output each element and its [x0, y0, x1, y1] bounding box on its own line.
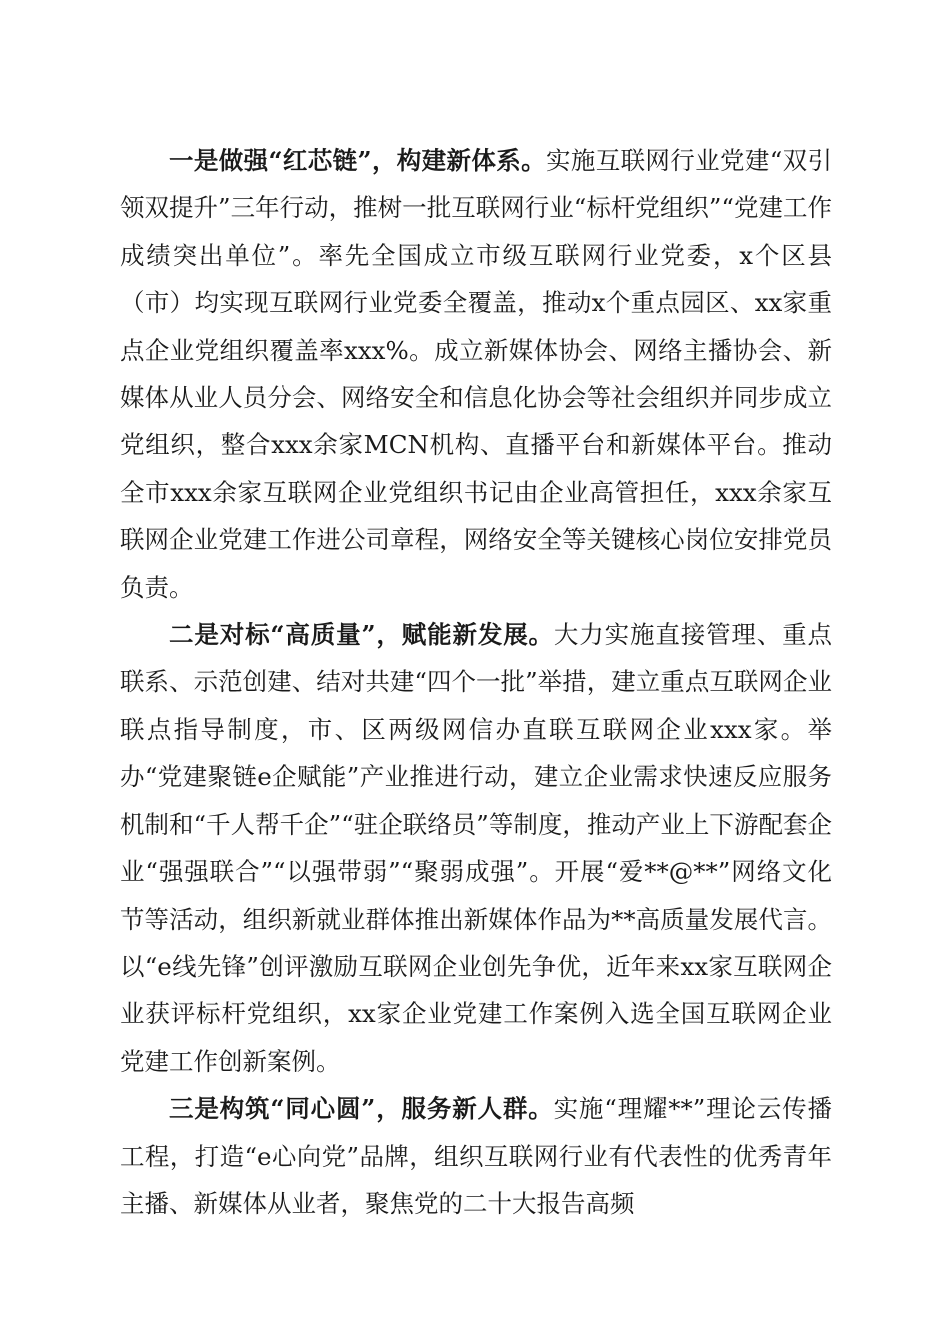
paragraph-2-body: 大力实施直接管理、重点联系、示范创建、结对共建“四个一批”举措，建立重点互联网企业联点指导制度，市、区两级网信办直联互联网企业xxx家。举办“党建聚链e企赋能”产业推进行动，建立企业需求快速反应服务机制和“千人帮千企”“驻企联络员”等制度，推动产业上下游配套企业“强强联合”“以强带弱”“聚弱成强”。开展“爱**@**”网络文化节等活动，组织新就业群体推出新媒体作品为**高质量发展代言。以“e线先锋”创评激励互联网企业创先争优，近年来xx家互联网企业获评标杆党组织，xx家企业党建工作案例入选全国互联网企业党建工作创新案例。 [120, 620, 833, 1076]
paragraph-1-body: 实施互联网行业党建“双引领双提升”三年行动，推树一批互联网行业“标杆党组织”“党建工作成绩突出单位”。率先全国成立市级互联网行业党委，x个区县（市）均实现互联网行业党委全覆盖，推动x个重点园区、xx家重点企业党组织覆盖率xxx%。成立新媒体协会、网络主播协会、新媒体从业人员分会、网络安全和信息化协会等社会组织并同步成立党组织，整合xxx余家MCN机构、直播平台和新媒体平台。推动全市xxx余家互联网企业党组织书记由企业高管担任，xxx余家互联网企业党建工作进公司章程，网络安全等关键核心岗位安排党员负责。 [120, 146, 832, 602]
paragraph-1 [120, 137, 832, 611]
document-body [120, 137, 832, 1227]
paragraph-3-body: 实施“理耀**”理论云传播工程，打造“e心向党”品牌，组织互联网行业有代表性的优秀青年主播、新媒体从业者，聚焦党的二十大报告高频 [120, 1094, 832, 1218]
paragraph-2 [120, 611, 832, 1085]
paragraph-1-lead: 一是做强“红芯链”，构建新体系。 [169, 146, 546, 175]
paragraph-2-lead: 二是对标“高质量”，赋能新发展。 [169, 620, 554, 650]
paragraph-3-lead: 三是构筑“同心圆”，服务新人群。 [169, 1094, 554, 1124]
paragraph-3 [120, 1085, 832, 1227]
